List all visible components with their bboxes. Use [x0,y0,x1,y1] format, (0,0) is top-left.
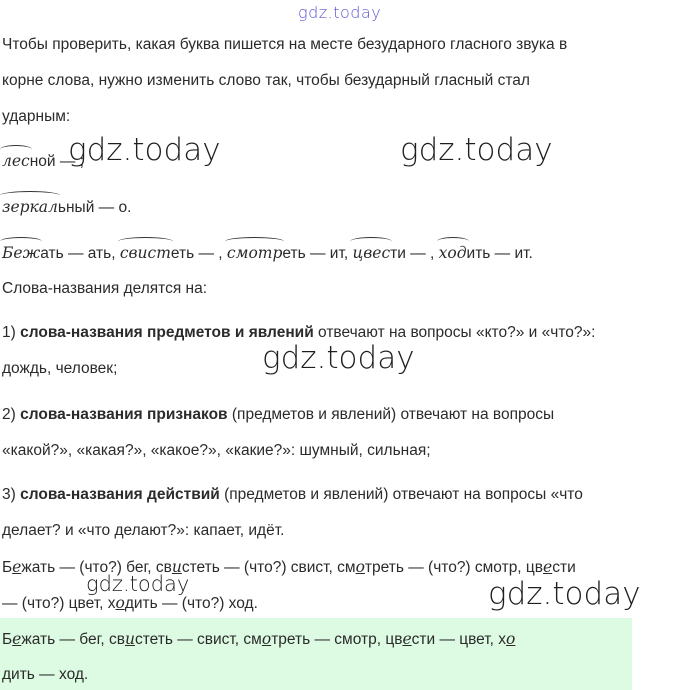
example-2 [2,196,131,219]
root-mark-khod: ход [438,244,467,262]
intro-line-3: ударным: [2,108,71,125]
a1-vowel-4: е [402,630,412,648]
q1-vowel-2: и [171,558,182,576]
example-3-text-5: ить — ит. [466,245,533,262]
a1-part-g: треть — смотр, цв [271,631,403,648]
class-2-title: слова-названия признаков [20,406,228,423]
class-2 [2,404,554,426]
class-2-description: (предметов и явлений) отвечают на вопросы [227,406,555,423]
example-2-rest: ьный — о. [57,199,132,216]
class-2-examples: «какой?», «какая?», «какое?», «какие?»: шумный, сильная; [2,442,431,459]
watermark-5: gdz.today [488,576,641,612]
watermark-4: gdz.today [86,572,190,596]
q2-part-c: дить — (что?) ход. [124,595,258,612]
class-1-title: слова-названия предметов и явлений [20,324,314,341]
classes-heading: Слова-названия делятся на: [2,280,208,297]
q1-part-a: Б [2,559,13,576]
root-mark-bezh: Беж [2,244,41,262]
example-3-text-2: еть — , [170,245,227,262]
a1-part-c: жать — бег, св [21,631,125,648]
example-3-text-4: ти — , [390,245,439,262]
class-3-title: слова-названия действий [20,486,220,503]
q1-vowel-1: е [12,558,22,576]
a1-vowel-2: и [124,630,135,648]
class-1-description: отвечают на вопросы «кто?» и «что?»: [313,324,596,341]
root-mark-zerkal: зеркал [2,198,58,216]
q1-vowel-4: е [543,558,553,576]
class-1-examples: дождь, человек; [2,360,118,377]
q1-part-c: жать — (что?) бег, св [21,559,172,576]
class-1-number: 1) [2,324,21,341]
q2-part-a: — (что?) цвет, х [2,595,116,612]
a1-part-i: сти — цвет, х [411,631,507,648]
intro-line-1: Чтобы проверить, какая буква пишется на месте безударного гласного звука в [2,36,568,53]
a1-vowel-5: о [506,630,516,648]
q1-part-g: треть — (что?) смотр, цв [364,559,544,576]
intro-line-2: корне слова, нужно изменить слово так, чтобы безударный гласный стал [2,72,530,89]
answer-line-1 [2,628,515,651]
root-mark-tsves: цвес [352,244,391,262]
watermark-3: gdz.today [262,340,415,376]
root-mark-svist: свист [119,244,171,262]
a1-part-e: стеть — свист, см [134,631,262,648]
a1-part-a: Б [2,631,13,648]
answer-line-2: дить — ход. [2,666,89,683]
class-3-examples: делает? и «что делают?»: капает, идёт. [2,522,285,539]
a1-vowel-3: о [261,630,272,648]
root-mark-smotr: смотр [226,244,283,262]
q1-part-i: сти [552,559,576,576]
questions-line-2 [2,592,258,615]
q2-vowel: о [115,594,125,612]
watermark-2: gdz.today [400,132,553,168]
example-3-text-1: ать — ать, [40,245,120,262]
class-3-description: (предметов и явлений) отвечают на вопросы «что [219,486,583,503]
class-3-number: 3) [2,486,21,503]
example-1-rest: ной — ; [29,153,84,170]
example-3-text-3: еть — ит, [282,245,353,262]
watermark-1: gdz.today [68,132,221,168]
root-mark-les: лес [2,152,30,170]
class-3 [2,484,583,506]
q1-vowel-3: о [355,558,365,576]
watermark-top: gdz.today [298,3,382,22]
a1-vowel-1: е [12,630,22,648]
class-2-number: 2) [2,406,21,423]
example-3 [2,242,533,265]
q1-part-e: стеть — (что?) свист, см [181,559,356,576]
